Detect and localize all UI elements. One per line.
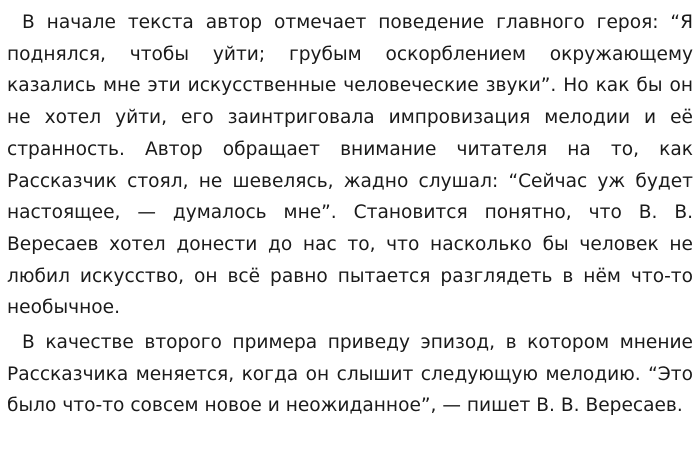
paragraph-1: В начале текста автор отмечает поведение главного героя: “Я поднялся, чтобы уйти; грубым оскорблением окружающему казались мне эти искусственные человеческие звуки”. Но как бы он не хотел уйти, его заинтриговала импровизация мелодии и её странность. Автор обращает внимание читателя на то, как Рассказчик стоял, не шевелясь, жадно слушал: “Сейчас уж будет настоящее, — думалось мне”. Становится понятно, что В. В. Вересаев хотел донести до нас то, что насколько бы человек не любил искусство, он всё равно пытается разглядеть в нём что-то необычное.	[7, 12, 693, 319]
paragraph-2: В качестве второго примера приведу эпизод, в котором мнение Рассказчика меняется, когда он слышит следующую мелодию. “Это было что-то совсем новое и неожиданное”, — пишет В. В. Вересаев.	[7, 332, 693, 417]
document-body	[7, 7, 693, 422]
